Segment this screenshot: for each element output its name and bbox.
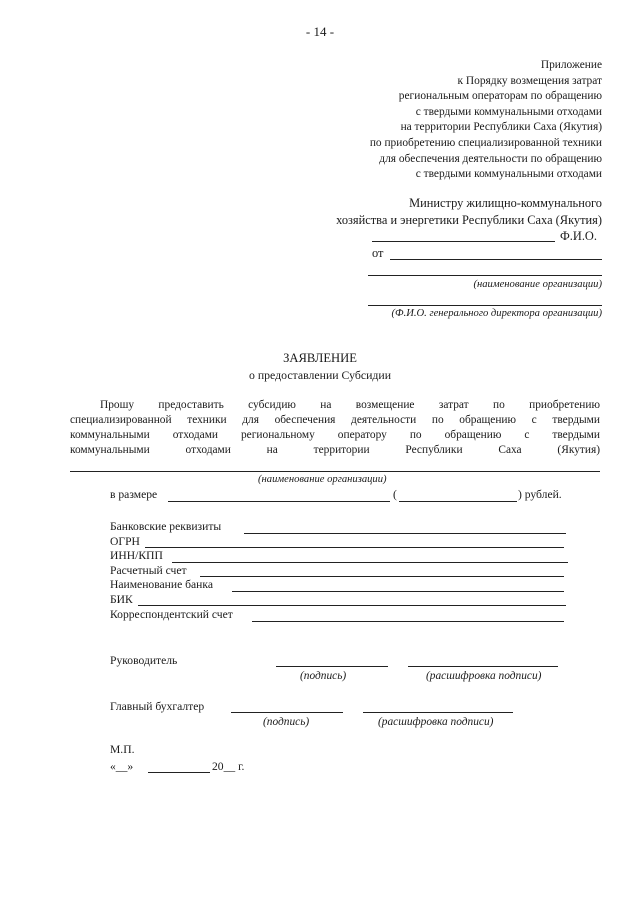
annex-line: к Порядку возмещения затрат (457, 74, 602, 87)
body-line: коммунальными отходами на территории Республики Саха (Якутия) (70, 444, 600, 456)
document-subtitle: о предоставлении Субсидии (248, 368, 392, 382)
addressee-block (336, 195, 602, 229)
accountant-signature-line[interactable] (231, 712, 343, 713)
annex-line: на территории Республики Саха (Якутия) (400, 121, 602, 134)
annex-line: с твердыми коммунальными отходами (415, 105, 602, 118)
annex-block (370, 58, 602, 183)
bank-requisites-label: Банковские реквизиты (110, 520, 222, 533)
amount-open: ( (393, 488, 397, 501)
annex-line: по приобретению специализированной техники (369, 136, 602, 149)
bank-name-line[interactable] (232, 591, 564, 592)
head-signature-line[interactable] (276, 666, 388, 667)
page-number: - 14 - (305, 24, 335, 39)
ogrn-line[interactable] (145, 547, 564, 548)
annex-line: региональным операторам по обращению (398, 90, 602, 103)
amount-close: ) рублей. (518, 488, 562, 501)
from-label: от (372, 246, 384, 260)
bank-name-label: Наименование банка (110, 578, 213, 591)
head-signature-caption: (подпись) (300, 670, 347, 682)
annex-line: Приложение (540, 59, 602, 71)
bik-line[interactable] (138, 605, 566, 606)
date-year: 20__ г. (212, 760, 245, 773)
account-line[interactable] (200, 576, 564, 577)
document-title: ЗАЯВЛЕНИЕ (283, 351, 357, 365)
accountant-label: Главный бухгалтер (110, 700, 205, 713)
account-label: Расчетный счет (110, 564, 187, 577)
addressee-line: Министру жилищно-коммунального (409, 196, 602, 210)
org-name-line[interactable] (70, 471, 600, 472)
org-name-line[interactable] (368, 275, 602, 276)
bank-requisites-line[interactable] (244, 533, 566, 534)
accountant-signature-caption: (подпись) (263, 716, 310, 728)
from-line[interactable] (390, 259, 602, 260)
bik-label: БИК (110, 593, 133, 606)
org-name-caption: (наименование организации) (473, 279, 602, 290)
inn-kpp-label: ИНН/КПП (110, 549, 163, 562)
amount-words-line[interactable] (399, 501, 517, 502)
corr-account-line[interactable] (252, 621, 564, 622)
head-decode-caption: (расшифровка подписи) (426, 670, 542, 682)
amount-label: в размере (110, 488, 158, 501)
corr-account-label: Корреспондентский счет (110, 608, 233, 621)
inn-kpp-line[interactable] (172, 562, 568, 563)
annex-line: для обеспечения деятельности по обращению (379, 152, 602, 165)
annex-line: с твердыми коммунальными отходами (415, 168, 602, 181)
stamp-label: М.П. (110, 743, 135, 756)
addressee-line: хозяйства и энергетики Республики Саха (Якутия) (336, 213, 602, 227)
director-line[interactable] (368, 305, 602, 306)
body-line: специализированной техники для обеспечения деятельности по обращению с твердыми (70, 414, 600, 426)
head-label: Руководитель (110, 654, 178, 667)
fio-line[interactable] (372, 241, 555, 242)
body-line: Прошу предоставить субсидию на возмещение затрат по приобретению (100, 399, 600, 411)
ogrn-label: ОГРН (110, 535, 140, 548)
date-day: «__» (110, 760, 134, 773)
accountant-decode-caption: (расшифровка подписи) (378, 716, 494, 728)
head-decode-line[interactable] (408, 666, 558, 667)
accountant-decode-line[interactable] (363, 712, 513, 713)
director-caption: (Ф.И.О. генерального директора организации) (391, 308, 602, 319)
fio-label: Ф.И.О. (560, 229, 597, 243)
date-month-line[interactable] (148, 772, 210, 773)
org-name-caption: (наименование организации) (258, 474, 387, 485)
body-line: коммунальными отходами региональному оператору по обращению с твердыми (70, 429, 600, 441)
amount-line[interactable] (168, 501, 390, 502)
